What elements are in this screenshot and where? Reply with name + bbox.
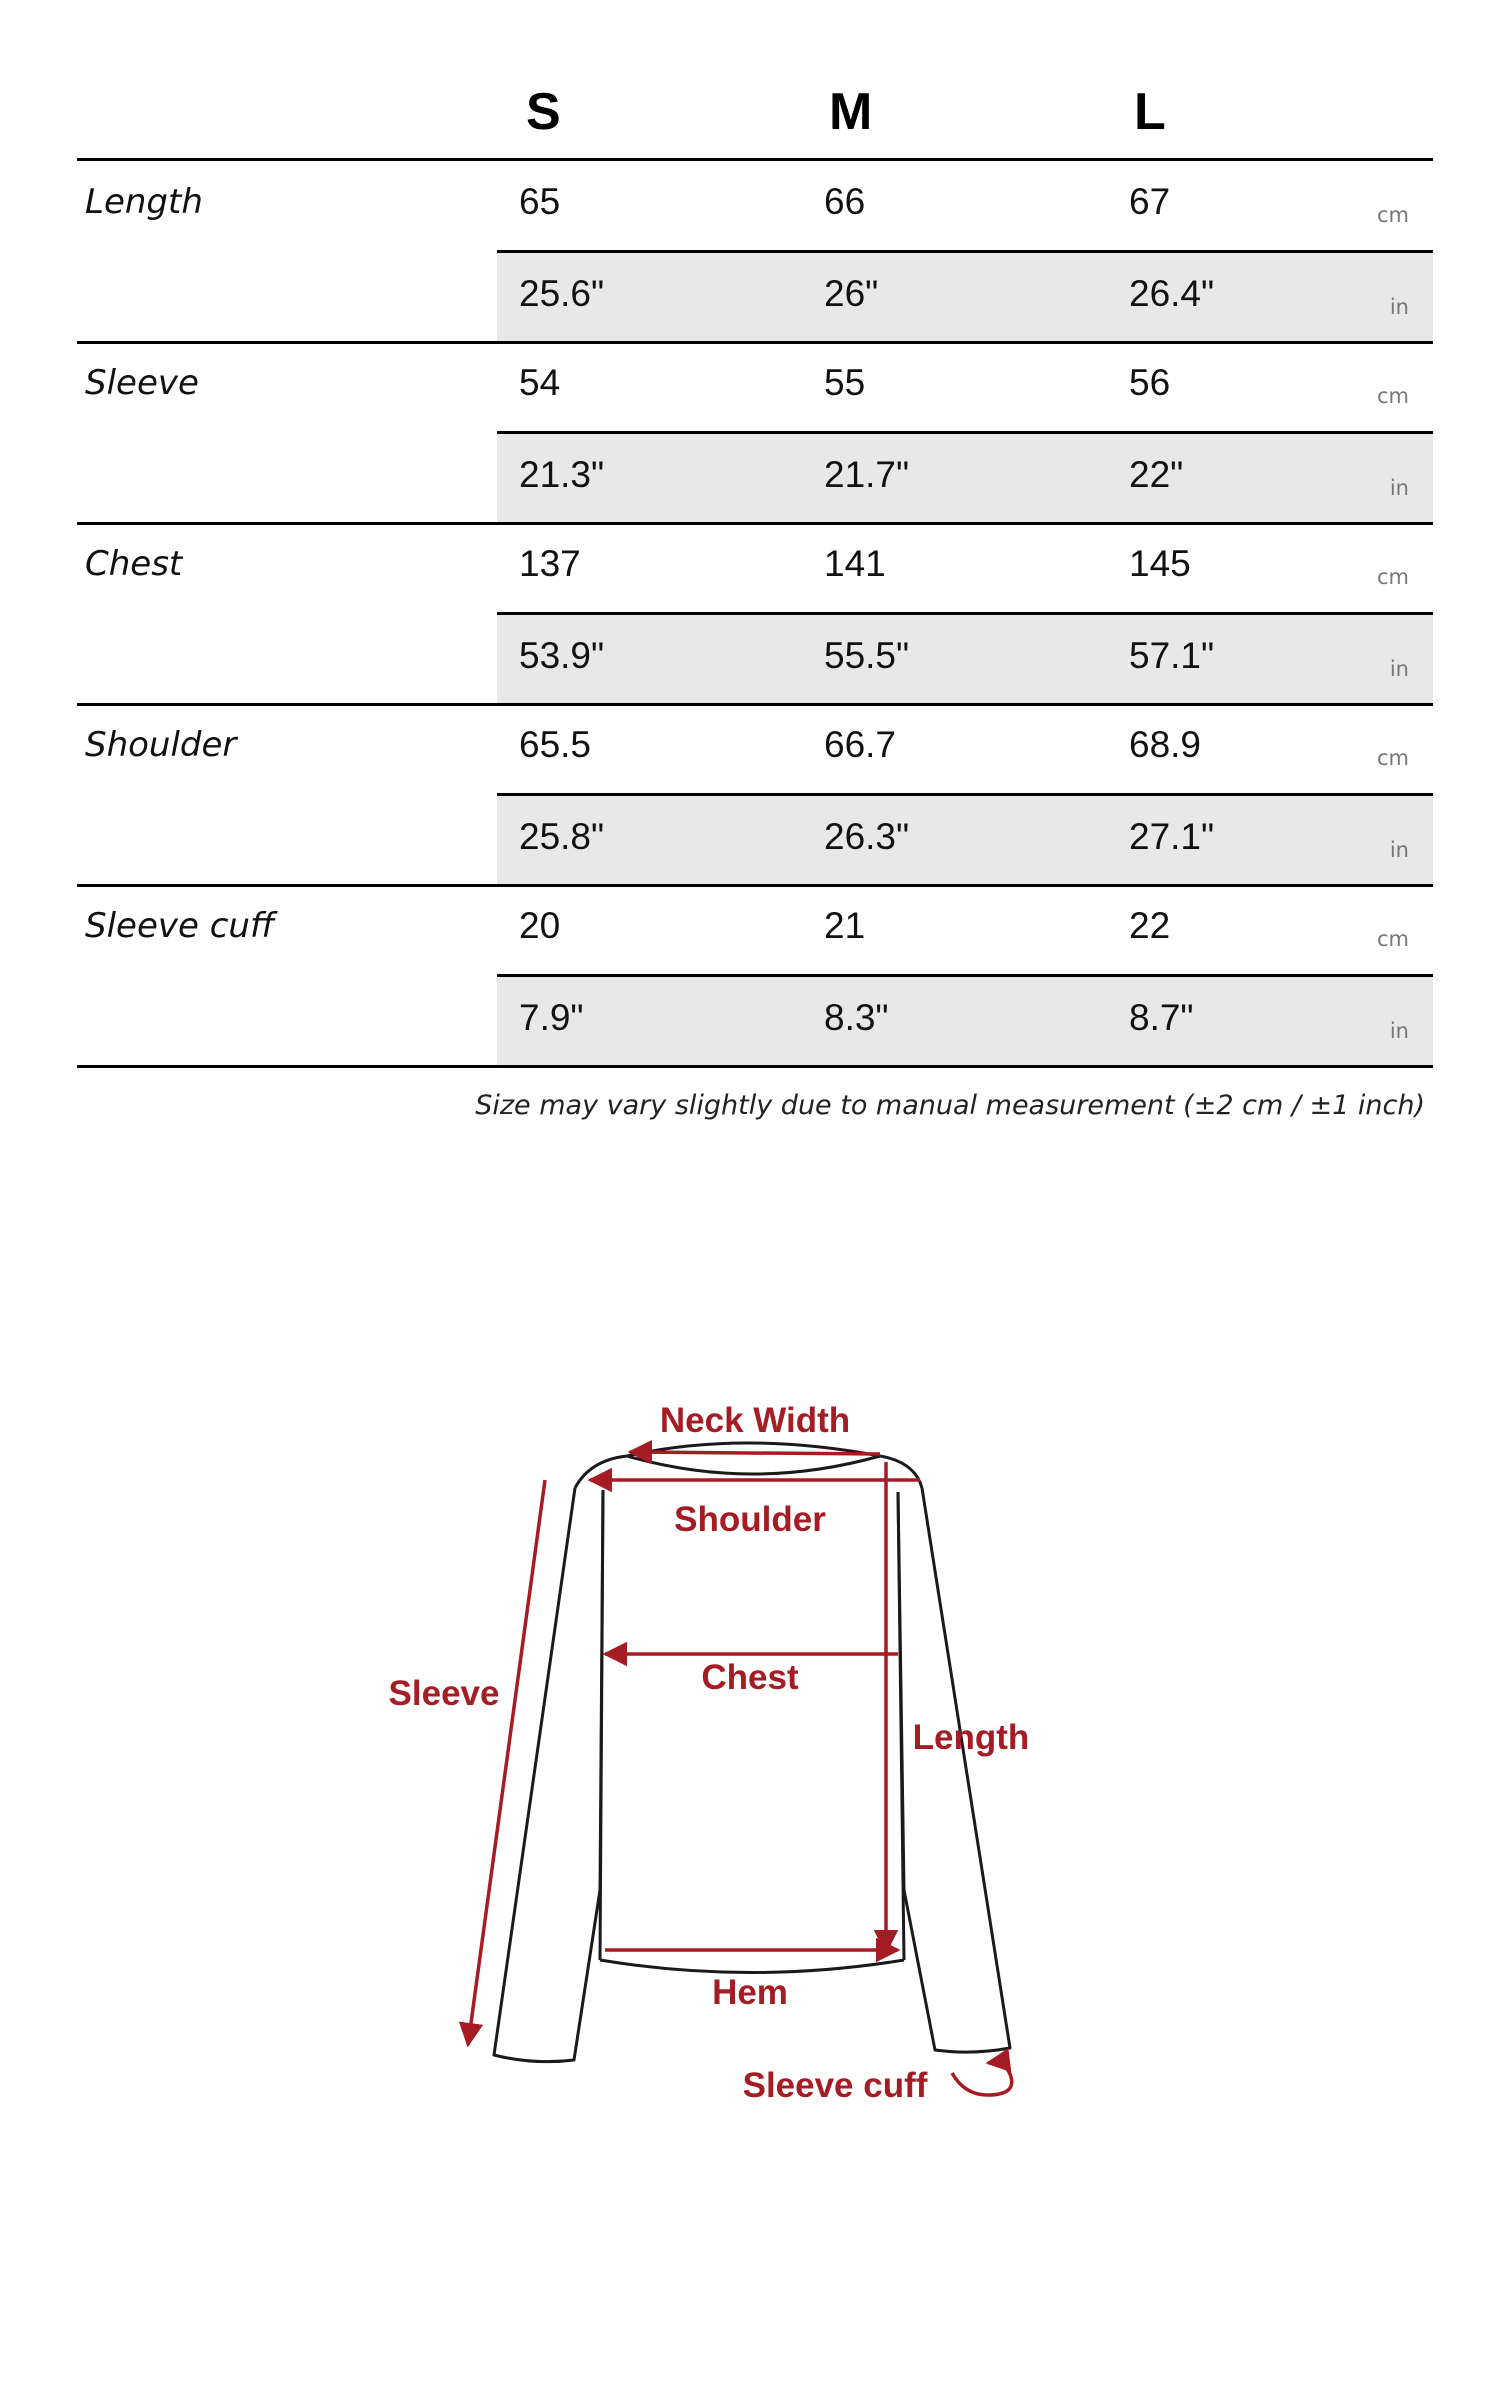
garment-measurement-diagram (0, 1380, 1500, 2140)
shoulder-cm-s: 65.5 (519, 724, 592, 765)
shoulder-cm-l: 68.9 (1129, 724, 1202, 765)
chest-in-row (497, 615, 1433, 704)
unit-cm-label: cm (1376, 927, 1409, 951)
sleeve-cuff-label: Sleeve cuff (742, 2066, 928, 2105)
length-cm-row (497, 161, 1433, 250)
sleeve-cuff-cm-l: 22 (1129, 905, 1171, 946)
measure-label-shoulder: Shoulder (85, 725, 237, 765)
left-sleeve (494, 1488, 603, 2062)
chest-cm-s: 137 (519, 543, 581, 584)
chest-in-l: 57.1" (1129, 635, 1215, 676)
length-cm-l: 67 (1129, 181, 1171, 222)
unit-cm-label: cm (1376, 746, 1409, 770)
chest-in-s: 53.9" (519, 635, 605, 676)
unit-in-label: in (1389, 1019, 1409, 1043)
sleeve-cuff-in-m: 8.3" (824, 997, 889, 1038)
sleeve-in-m: 21.7" (824, 454, 910, 495)
chest-label: Chest (701, 1658, 799, 1697)
length-label: Length (912, 1718, 1030, 1757)
length-in-s: 25.6" (519, 273, 605, 314)
sleeve-cuff-in-row (497, 977, 1433, 1066)
size-header-m: M (829, 83, 873, 141)
left-shoulder (575, 1456, 627, 1488)
unit-cm-label: cm (1376, 384, 1409, 408)
measure-label-sleeve-cuff: Sleeve cuff (85, 906, 275, 946)
bottom-rule (77, 1065, 1433, 1068)
left-side-seam (600, 1490, 603, 1960)
sleeve-in-l: 22" (1129, 454, 1184, 495)
shoulder-cm-row (497, 706, 1433, 795)
sleeve-cuff-cm-s: 20 (519, 905, 561, 946)
measure-label-length: Length (85, 182, 203, 222)
sleeve-cm-l: 56 (1129, 362, 1171, 403)
measure-label-sleeve: Sleeve (85, 363, 199, 403)
unit-in-label: in (1389, 476, 1409, 500)
chest-cm-row (497, 525, 1433, 614)
length-in-m: 26" (824, 273, 879, 314)
measurement-note: Size may vary slightly due to manual measurement (±2 cm / ±1 inch) (475, 1090, 1425, 1121)
length-cm-m: 66 (824, 181, 866, 222)
sleeve-in-s: 21.3" (519, 454, 605, 495)
chest-cm-l: 145 (1129, 543, 1191, 584)
hem-label: Hem (712, 1973, 788, 2012)
unit-cm-label: cm (1376, 565, 1409, 589)
sleeve-cuff-in-s: 7.9" (519, 997, 584, 1038)
length-in-l: 26.4" (1129, 273, 1215, 314)
sleeve-cm-s: 54 (519, 362, 561, 403)
chest-cm-m: 141 (824, 543, 886, 584)
measure-label-chest: Chest (85, 544, 183, 584)
shoulder-cm-m: 66.7 (824, 724, 897, 765)
neck-width-label: Neck Width (659, 1401, 851, 1440)
neckline-bottom (627, 1456, 880, 1474)
unit-cm-label: cm (1376, 203, 1409, 227)
sleeve-cm-row (497, 344, 1433, 433)
length-cm-s: 65 (519, 181, 561, 222)
sleeve-cuff-cm-row (497, 887, 1433, 976)
sleeve-cuff-in-l: 8.7" (1129, 997, 1194, 1038)
sleeve-cuff-cm-m: 21 (824, 905, 866, 946)
neck-width-arrow (630, 1452, 880, 1454)
right-side-seam (898, 1492, 904, 1960)
shoulder-in-s: 25.8" (519, 816, 605, 857)
sleeve-cuff-arrow (952, 2063, 1012, 2095)
unit-in-label: in (1389, 838, 1409, 862)
sleeve-in-row (497, 434, 1433, 523)
shoulder-in-l: 27.1" (1129, 816, 1215, 857)
size-header-s: S (526, 83, 561, 141)
sleeve-cm-m: 55 (824, 362, 866, 403)
shoulder-in-row (497, 796, 1433, 885)
hem-edge (600, 1960, 904, 1973)
length-in-row (497, 253, 1433, 342)
shoulder-in-m: 26.3" (824, 816, 910, 857)
unit-in-label: in (1389, 657, 1409, 681)
size-header-l: L (1134, 83, 1166, 141)
sleeve-label: Sleeve (388, 1674, 500, 1713)
chest-in-m: 55.5" (824, 635, 910, 676)
right-sleeve (898, 1488, 1010, 2052)
shoulder-label: Shoulder (674, 1500, 826, 1539)
unit-in-label: in (1389, 295, 1409, 319)
